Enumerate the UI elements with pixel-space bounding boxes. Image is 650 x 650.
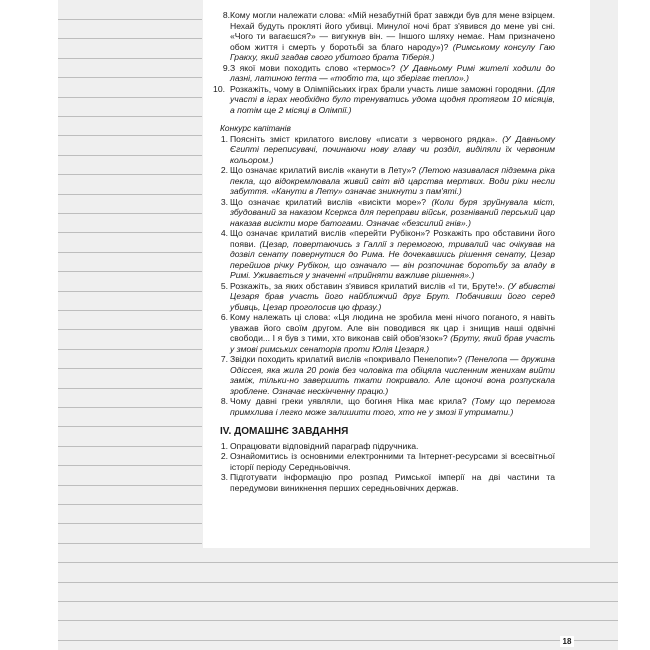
homework-list (220, 441, 555, 494)
ruled-line (58, 426, 202, 427)
list-item: 5. Розкажіть, за яких обставин з'явився крилатий вислів «І ти, Бруте!». (У вбивстві Цезаря брав участь його найближчий друг Брут. Побачивши його серед убивць, Цезар проголосив цю фразу.) (220, 280, 555, 312)
ruled-line (58, 291, 202, 292)
list-item: 4. Що означає крилатий вислів «перейти Рубікон»? Розкажіть про обставини його появи. (Цезар, повертаючись з Галлії з перемогою, тривалий час очікував на дозвіл сенату повернутися до Рима. Не дочекавшись рішення сенату, Цезар перейшов річку Рубікон, що означало — він розпочинає боротьбу за владу в Римі. Уживається у значенні «прийняти важливе рішення».) (220, 228, 555, 280)
ruled-line (58, 135, 202, 136)
ruled-line (58, 465, 202, 466)
ruled-line (58, 174, 202, 175)
ruled-line (58, 213, 202, 214)
list-item: 9. З якої мови походить слово «термос»? (У Давньому Римі жителі ходили до лазні, латиною terma — «тобто та, що зберігає тепло».) (222, 62, 556, 83)
ruled-line (58, 446, 202, 447)
ruled-line (58, 232, 202, 233)
list-item: 2. Ознайомитись із основними електронними та Інтернет-ресурсами зі всесвітньої історії періоду Середньовіччя. (220, 451, 555, 472)
ruled-line (58, 543, 202, 544)
lesson-text (213, 10, 556, 493)
ruled-line (58, 97, 202, 98)
ruled-line (58, 485, 202, 486)
ruled-line (58, 523, 202, 524)
list-item: 10. Розкажіть, чому в Олімпійських іграх брали участь лише заможні городяни. (Для участі в іграх необхідно було тренуватись удома щодня протягом 10 місяців, а потім ще 2 місяці в Олімпії.) (213, 83, 555, 115)
ruled-line (58, 329, 202, 330)
list-item: 8. Чому давні греки уявляли, що богиня Ніка має крила? (Тому що перемога примхлива і легко може залишити того, хто не у змозі її утримати.) (220, 396, 556, 417)
list-item: 1. Опрацювати відповідний параграф підручника. (220, 440, 419, 451)
ruled-line (58, 155, 202, 156)
ruled-line (58, 562, 618, 563)
ruled-line (58, 388, 202, 389)
list-item: 3. Що означає крилатий вислів «висікти море»? (Коли буря зруйнувала міст, збудований за наказом Ксеркса для переправи військ, розгніваний перський цар наказав висікти море батогами. Означає «безсилий гнів».) (220, 196, 556, 228)
list-item: 2. Що означає крилатий вислів «канути в Лету»? (Летою називалася підземна ріка пекла, що відокремлювала живий світ від царства мертвих. Води ріки несли забуття. «Канути в Лету» означає зникнути з пам'яті.) (220, 165, 556, 196)
ruled-line (58, 310, 202, 311)
page-number: 18 (560, 636, 574, 647)
list-item: 6. Кому належать ці слова: «Ця людина не зробила мені нічого поганого, я навіть уважав його своїм другом. Але він поводився як цар і знищив наші одвічні свободи... І я був з тими, хто виконав свій обов'язок»? (Бруту, який брав участь у змові римських сенаторів проти Юлія Цезаря.) (220, 312, 556, 354)
part1-list (213, 10, 556, 115)
ruled-line (58, 504, 202, 505)
ruled-line (58, 77, 202, 78)
ruled-line (58, 58, 202, 59)
ruled-line (58, 620, 618, 621)
list-item: 8. Кому могли належати слова: «Мій незабутній брат завжди був для мене взірцем. Нехай будуть прокляті його убивці. Минулої ночі брат з'явився до мене уві сні. «Чого ти вагаєшся?» — вигукнув він. — Іншого шляху немає. Нам призначено обом життя і смерть у боротьбі за благо народу»)? (Римському консулу Гаю Гракху, який згадав свого убитого брата Тіберія.) (222, 10, 555, 62)
ruled-line (58, 349, 202, 350)
ruled-line (58, 116, 202, 117)
ruled-line (58, 368, 202, 369)
ruled-line (58, 252, 202, 253)
ruled-line (58, 19, 202, 20)
ruled-line (58, 582, 618, 583)
ruled-line (58, 271, 202, 272)
contest-list (220, 134, 555, 418)
ruled-line (58, 38, 202, 39)
ruled-line (58, 601, 618, 602)
list-item: 7. Звідки походить крилатий вислів «покривало Пенелопи»? (Пенелопа — дружина Одіссея, яка жила 20 років без чоловіка та обіцяла численним женихам вийти заміж, тільки-но завершить ткати покривало. Але щоночі вона розпускала зроблене. Означає нескінченну працю.) (220, 354, 555, 396)
list-item: 1. Поясніть зміст крилатого вислову «писати з червоного рядка». (У Давньому Єгипті переписувачі, починаючи нову главу чи розділ, виділяли їх червоним кольором.) (220, 133, 555, 165)
ruled-line (58, 194, 202, 195)
list-item: 3. Підготувати інформацію про розпад Римської імперії на дві частини та передумови виникнення перших середньовічних держав. (220, 472, 555, 493)
homework-heading: IV. ДОМАШНЄ ЗАВДАННЯ (220, 426, 349, 437)
ruled-line (58, 640, 618, 641)
contest-heading: Конкурс капітанів (220, 123, 291, 133)
ruled-line (58, 407, 202, 408)
